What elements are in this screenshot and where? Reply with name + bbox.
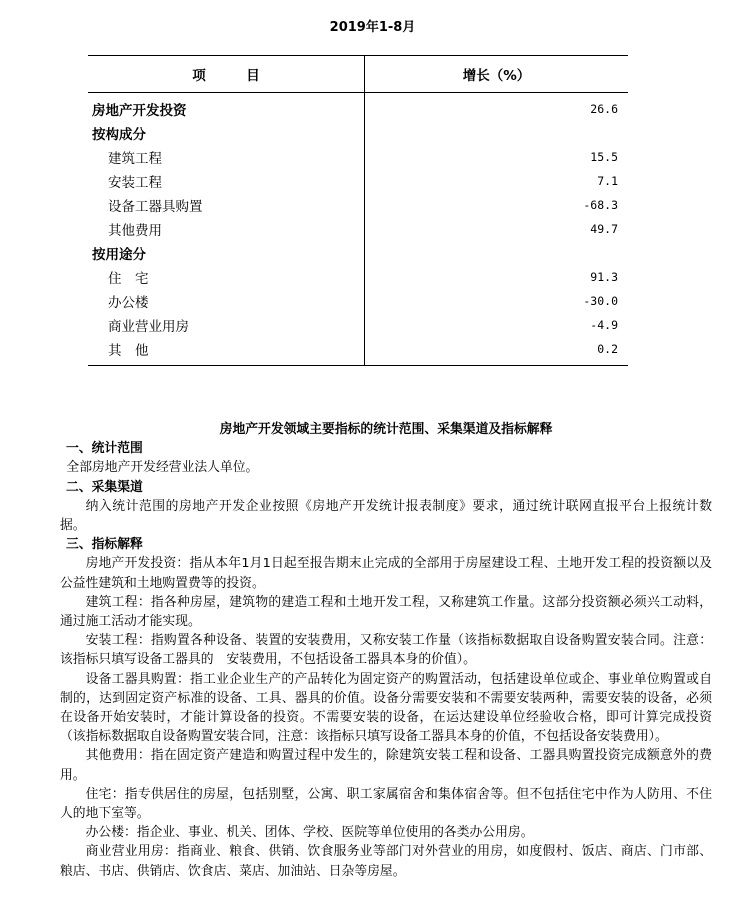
table-row (88, 145, 628, 169)
row-value: -4.9 (365, 313, 629, 337)
row-label: 办公楼 (108, 295, 149, 311)
section-heading: 一、统计范围 (66, 441, 143, 457)
table-row (88, 169, 628, 193)
row-label: 其他费用 (108, 223, 162, 239)
row-value (365, 241, 629, 265)
row-value: -68.3 (365, 193, 629, 217)
table-row (88, 121, 628, 145)
investment-growth-table (88, 55, 628, 366)
row-label: 商业营业用房 (108, 319, 189, 335)
notes-section (60, 420, 712, 881)
definition-other-costs: 其他费用：指在固定资产建造和购置过程中发生的，除建筑安装工程和设备、工器具购置投资完成额意外的费用。 (60, 748, 712, 783)
row-label: 建筑工程 (108, 151, 162, 167)
row-label: 设备工器具购置 (108, 199, 203, 215)
table-header-row (88, 56, 628, 93)
row-value: 0.2 (365, 337, 629, 366)
row-value: -30.0 (365, 289, 629, 313)
table-body (88, 93, 628, 366)
page-title: 2019年1-8月 (329, 20, 416, 35)
section-heading: 二、采集渠道 (66, 479, 143, 495)
row-label: 按构成分 (92, 127, 146, 143)
row-value (365, 121, 629, 145)
row-value: 49.7 (365, 217, 629, 241)
definition-office: 办公楼：指企业、事业、机关、团体、学校、医院等单位使用的各类办公用房。 (85, 825, 534, 841)
header-item: 项 目 (88, 56, 365, 93)
section-heading: 三、指标解释 (66, 537, 143, 553)
row-label: 住 宅 (108, 271, 149, 287)
row-value: 7.1 (365, 169, 629, 193)
definition-investment: 房地产开发投资：指从本年1月1日起至报告期末止完成的全部用于房屋建设工程、土地开发工程的投资额以及公益性建筑和土地购置费等的投资。 (60, 556, 712, 591)
table-row (88, 241, 628, 265)
row-value: 15.5 (365, 145, 629, 169)
table-row (88, 337, 628, 366)
definition-installation: 安装工程：指购置各种设备、装置的安装费用，又称安装工作量（该指标数据取自设备购置安装合同。注意：该指标只填写设备工器具的 安装费用，不包括设备工器具本身的价值）。 (60, 633, 712, 668)
row-value: 26.6 (365, 93, 629, 122)
row-label: 安装工程 (108, 175, 162, 191)
row-label: 按用途分 (92, 247, 146, 263)
definition-residential: 住宅：指专供居住的房屋，包括别墅，公寓、职工家属宿舍和集体宿舍等。但不包括住宅中作为人防用、不住人的地下室等。 (60, 786, 712, 822)
section-paragraph: 全部房地产开发经营业法人单位。 (66, 460, 259, 476)
notes-title: 房地产开发领域主要指标的统计范围、采集渠道及指标解释 (219, 422, 553, 437)
definition-construction: 建筑工程：指各种房屋，建筑物的建造工程和土地开发工程，又称建筑工作量。这部分投资额必须兴工动料，通过施工活动才能实现。 (60, 594, 712, 630)
table-row (88, 289, 628, 313)
table-row (88, 193, 628, 217)
row-label: 房地产开发投资 (92, 103, 187, 119)
definition-equipment: 设备工器具购置：指工业企业生产的产品转化为固定资产的购置活动，包括建设单位或企、事业单位购置或自制的，达到固定资产标准的设备、工具、器具的价值。设备分需要安装和不需要安装两种，需要安装的设备，必须在设备开始安装时，才能计算设备的投资。不需要安装的设备，在运达建设单位经验收合格，即可计算完成投资（该指标数据取自设备购置安装合同，注意：该指标只填写设备工器具本身的价值，不包括设备安装费用）。 (60, 671, 712, 745)
table-row (88, 217, 628, 241)
row-value: 91.3 (365, 265, 629, 289)
table-row (88, 265, 628, 289)
table-row (88, 313, 628, 337)
row-label: 其 他 (88, 337, 365, 366)
table-row (88, 93, 628, 122)
section-paragraph: 纳入统计范围的房地产开发企业按照《房地产开发统计报表制度》要求，通过统计联网直报平台上报统计数据。 (60, 498, 712, 534)
definition-commercial: 商业营业用房：指商业、粮食、供销、饮食服务业等部门对外营业的用房，如度假村、饭店、商店、门市部、粮店、书店、供销店、饮食店、菜店、加油站、日杂等房屋。 (60, 844, 712, 879)
header-growth: 增长（%） (365, 56, 629, 93)
